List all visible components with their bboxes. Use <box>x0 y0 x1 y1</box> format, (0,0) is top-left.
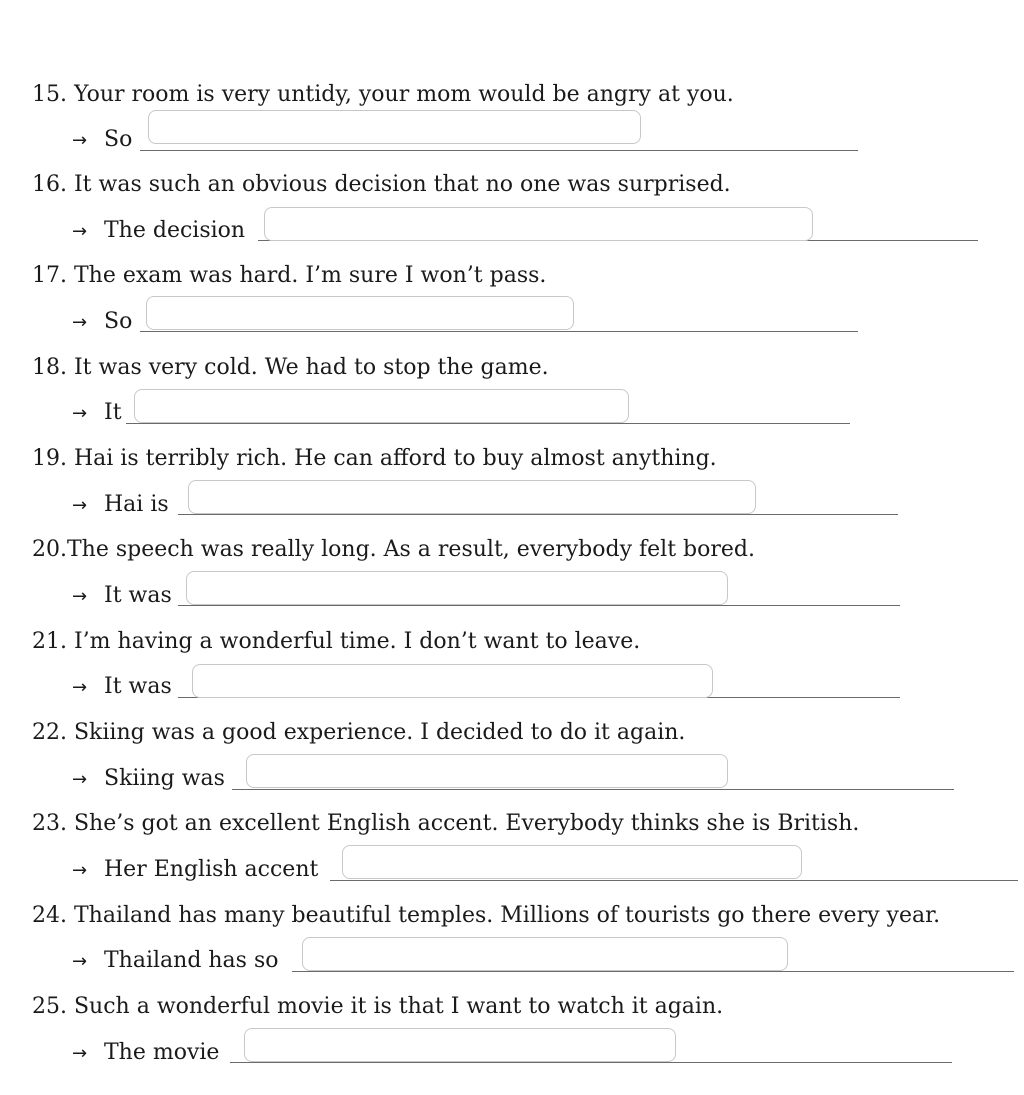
answer-prompt-23 <box>72 857 318 884</box>
answer-input-25[interactable] <box>244 1028 676 1062</box>
answer-input-22[interactable] <box>246 754 728 788</box>
question-17: 17. The exam was hard. I’m sure I won’t pass. <box>32 263 547 288</box>
answer-input-23[interactable] <box>342 845 802 879</box>
prompt-text-21: It was <box>104 674 172 699</box>
arrow-icon: → <box>72 312 88 333</box>
answer-prompt-24 <box>72 948 279 975</box>
answer-input-17[interactable] <box>146 296 574 330</box>
question-19: 19. Hai is terribly rich. He can afford to buy almost anything. <box>32 446 717 471</box>
arrow-icon: → <box>72 221 88 242</box>
answer-prompt-18 <box>72 400 122 427</box>
arrow-icon: → <box>72 951 88 972</box>
answer-underline-17 <box>140 331 858 332</box>
answer-underline-20 <box>178 605 900 606</box>
prompt-text-25: The movie <box>104 1040 220 1065</box>
arrow-icon: → <box>72 495 88 516</box>
question-15: 15. Your room is very untidy, your mom would be angry at you. <box>32 82 734 107</box>
answer-prompt-25 <box>72 1040 219 1067</box>
answer-underline-19 <box>178 514 898 515</box>
answer-input-20[interactable] <box>186 571 728 605</box>
arrow-icon: → <box>72 586 88 607</box>
answer-underline-15 <box>140 150 858 151</box>
arrow-icon: → <box>72 130 88 151</box>
answer-prompt-19 <box>72 492 169 519</box>
prompt-text-16: The decision <box>104 218 246 243</box>
prompt-text-19: Hai is <box>104 492 169 517</box>
answer-prompt-22 <box>72 766 225 793</box>
prompt-text-18: It <box>104 400 122 425</box>
question-23: 23. She’s got an excellent English accent. Everybody thinks she is British. <box>32 811 860 836</box>
question-25: 25. Such a wonderful movie it is that I want to watch it again. <box>32 994 724 1019</box>
arrow-icon: → <box>72 1043 88 1064</box>
answer-input-16[interactable] <box>264 207 813 241</box>
arrow-icon: → <box>72 677 88 698</box>
answer-input-18[interactable] <box>134 389 629 423</box>
prompt-text-22: Skiing was <box>104 766 225 791</box>
arrow-icon: → <box>72 860 88 881</box>
answer-prompt-16 <box>72 218 245 245</box>
question-20: 20.The speech was really long. As a result, everybody felt bored. <box>32 537 755 562</box>
answer-underline-23 <box>330 880 1018 881</box>
question-18: 18. It was very cold. We had to stop the game. <box>32 355 549 380</box>
answer-input-15[interactable] <box>148 110 641 144</box>
arrow-icon: → <box>72 403 88 424</box>
question-22: 22. Skiing was a good experience. I decided to do it again. <box>32 720 686 745</box>
answer-input-21[interactable] <box>192 664 713 698</box>
prompt-text-24: Thailand has so <box>104 948 279 973</box>
answer-prompt-21 <box>72 674 172 701</box>
question-16: 16. It was such an obvious decision that no one was surprised. <box>32 172 731 197</box>
answer-underline-22 <box>232 789 954 790</box>
prompt-text-20: It was <box>104 583 172 608</box>
question-21: 21. I’m having a wonderful time. I don’t want to leave. <box>32 629 641 654</box>
prompt-text-17: So <box>104 309 133 334</box>
answer-underline-25 <box>230 1062 952 1063</box>
prompt-text-23: Her English accent <box>104 857 319 882</box>
answer-prompt-20 <box>72 583 172 610</box>
answer-input-19[interactable] <box>188 480 756 514</box>
answer-input-24[interactable] <box>302 937 788 971</box>
answer-prompt-15 <box>72 127 132 154</box>
arrow-icon: → <box>72 769 88 790</box>
answer-underline-18 <box>126 423 850 424</box>
answer-underline-24 <box>292 971 1014 972</box>
prompt-text-15: So <box>104 127 133 152</box>
question-24: 24. Thailand has many beautiful temples. Millions of tourists go there every year. <box>32 903 941 928</box>
answer-prompt-17 <box>72 309 132 336</box>
